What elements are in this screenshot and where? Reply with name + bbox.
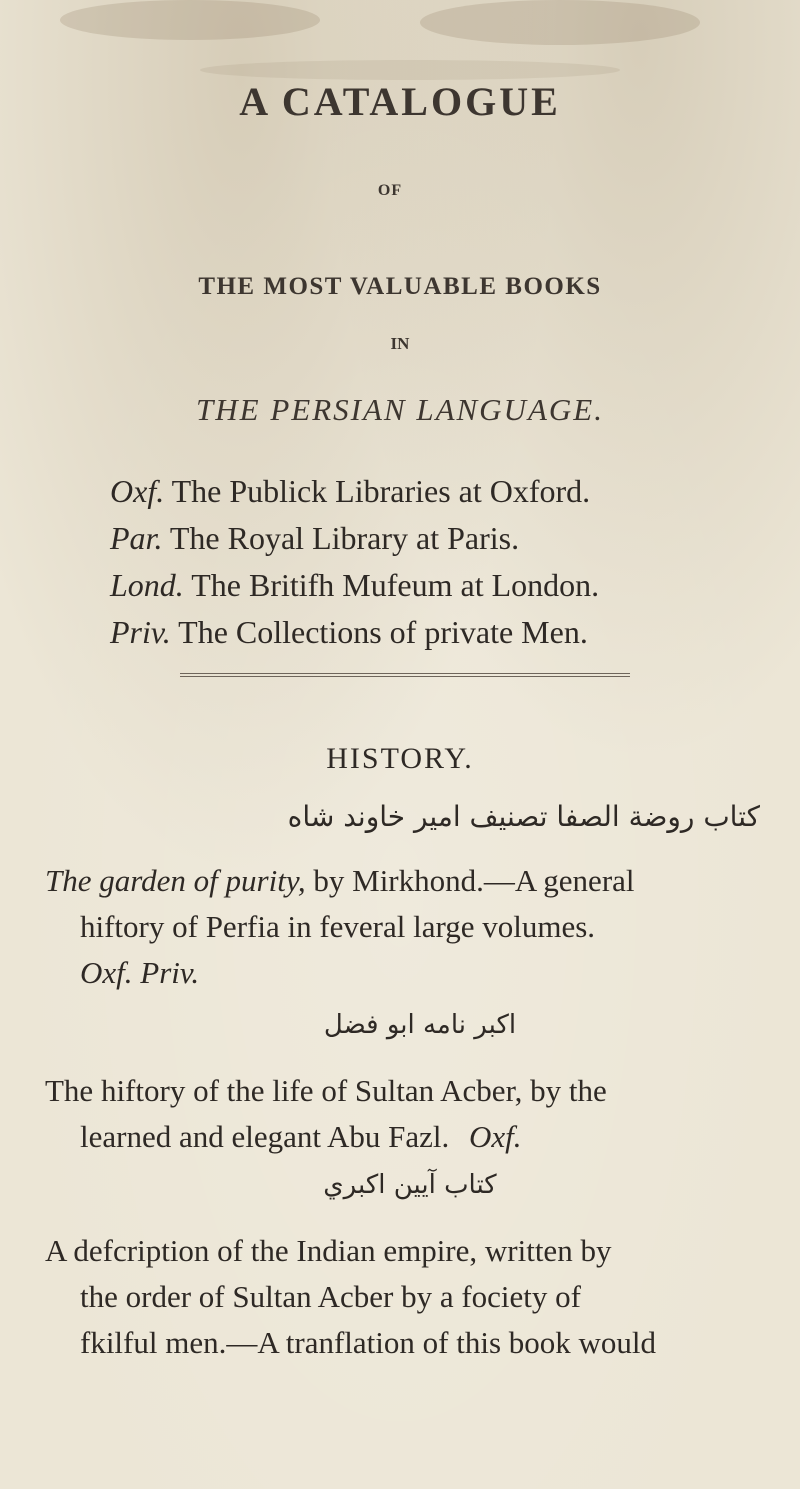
- abbreviation-description: The Royal Library at Paris.: [169, 520, 520, 556]
- entry-line: hiftory of Perfia in feveral large volumes.: [80, 909, 596, 944]
- page-stain: [60, 0, 320, 40]
- abbreviation-row: [110, 468, 790, 515]
- persian-title: كتاب آيين اكبري: [323, 1170, 497, 1200]
- entry-line: fkilful men.—A tranflation of this book would: [80, 1325, 657, 1360]
- entry-title-translation: The garden of purity,: [45, 863, 306, 898]
- title-language: THE PERSIAN LANGUAGE.: [196, 392, 604, 427]
- entry-locations: Oxf.: [469, 1119, 522, 1154]
- title-in: IN: [390, 334, 410, 353]
- title-subject: THE MOST VALUABLE BOOKS: [198, 273, 602, 300]
- section-divider: [180, 673, 630, 677]
- abbreviation-row: [110, 562, 790, 609]
- entry-line: A defcription of the Indian empire, written by: [45, 1233, 612, 1268]
- abbreviation-description: The Britifh Mufeum at London.: [191, 567, 600, 603]
- page-stain: [200, 60, 620, 80]
- entry-line: the order of Sultan Acber by a fociety of: [80, 1279, 581, 1314]
- abbreviation: Lond.: [110, 567, 184, 603]
- entry-text: by Mirkhond.—A general: [305, 863, 635, 898]
- persian-title: كتاب روضة الصفا تصنيف امير خاوند شاه: [287, 800, 760, 833]
- catalogue-title: A CATALOGUE: [239, 79, 561, 124]
- section-heading: HISTORY.: [326, 742, 474, 775]
- entry-text: learned and elegant Abu Fazl.: [80, 1119, 450, 1154]
- entry-line: [80, 1114, 522, 1159]
- page-stain: [420, 0, 700, 45]
- abbreviation-row: [110, 515, 790, 562]
- title-of: OF: [377, 182, 403, 199]
- persian-title: اكبر نامه ابو فضل: [323, 1010, 517, 1040]
- abbreviation: Priv.: [110, 614, 171, 650]
- abbreviation: Oxf.: [110, 473, 165, 509]
- entry-line: [45, 858, 635, 903]
- entry-locations: Oxf. Priv.: [80, 955, 200, 990]
- abbreviation-description: The Publick Libraries at Oxford.: [171, 473, 591, 509]
- library-abbreviation-list: [110, 468, 790, 656]
- abbreviation-row: [110, 609, 790, 656]
- abbreviation-description: The Collections of private Men.: [178, 614, 588, 650]
- entry-line: The hiftory of the life of Sultan Acber, by the: [45, 1073, 607, 1108]
- abbreviation: Par.: [110, 520, 163, 556]
